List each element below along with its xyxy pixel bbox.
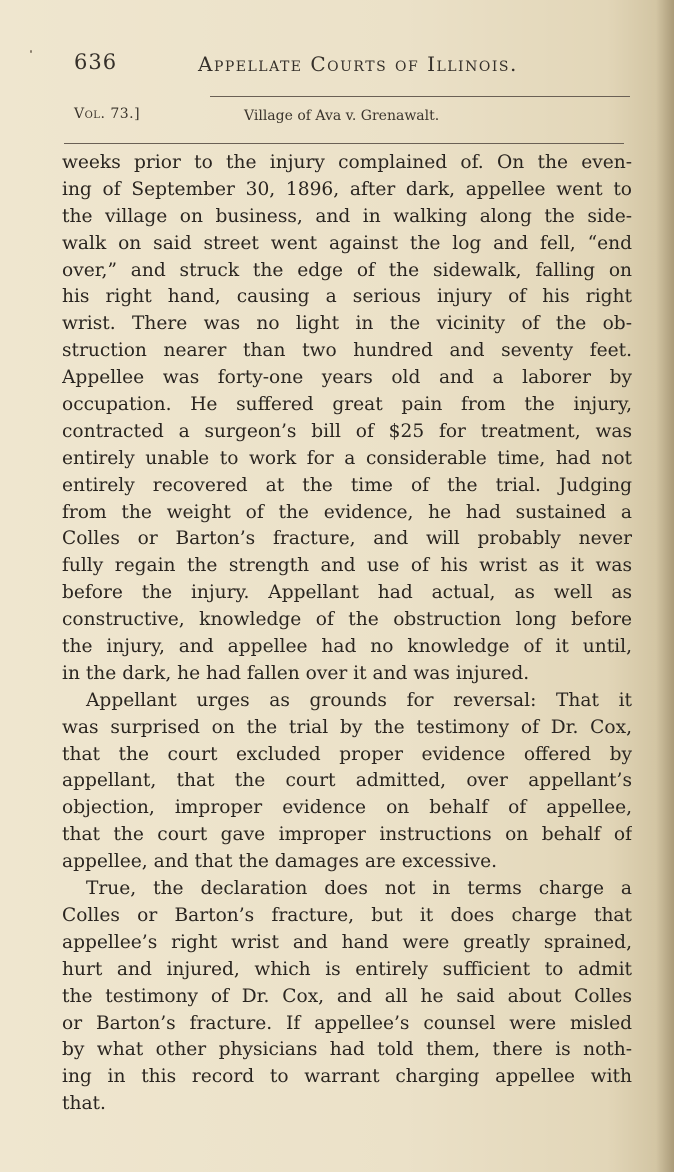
volume-label: Vol. 73.]: [74, 106, 141, 122]
text-line: weeks prior to the injury complained of. On the even-: [62, 152, 632, 173]
text-line: Colles or Barton’s fracture, and will probably never: [62, 528, 632, 550]
text-line: entirely unable to work for a considerable time, had not: [62, 447, 632, 469]
text-line: appellee, and that the damages are excessive.: [62, 851, 498, 873]
text-line: objection, improper evidence on behalf of appellee,: [62, 797, 632, 819]
text-line: True, the declaration does not in terms charge a: [86, 878, 632, 900]
text-line: that.: [62, 1093, 106, 1115]
text-line: struction nearer than two hundred and seventy feet.: [62, 340, 632, 362]
text-line: Colles or Barton’s fracture, but it does charge that: [62, 904, 632, 926]
page-header: [74, 50, 634, 84]
text-line: by what other physicians had told them, there is noth-: [62, 1039, 632, 1061]
page-blemish: [30, 50, 32, 53]
text-line: in the dark, he had fallen over it and was injured.: [62, 662, 530, 684]
text-line: the injury, and appellee had no knowledge of it until,: [62, 636, 632, 658]
text-line: wrist. There was no light in the vicinity of the ob-: [62, 313, 632, 335]
header-rule-bottom: [64, 143, 624, 144]
page-number: 636: [74, 50, 118, 74]
text-line: occupation. He suffered great pain from the injury,: [62, 394, 632, 416]
text-line: that the court excluded proper evidence offered by: [62, 743, 632, 765]
page-edge-shadow: [656, 0, 674, 1172]
running-title: Appellate Courts of Illinois.: [198, 52, 518, 76]
text-line: Appellee was forty-one years old and a laborer by: [62, 367, 632, 389]
text-line: before the injury. Appellant had actual, as well as: [62, 582, 632, 604]
text-line: that the court gave improper instructions on behalf of: [62, 824, 632, 846]
text-line: from the weight of the evidence, he had sustained a: [62, 501, 632, 523]
text-line: over,” and struck the edge of the sidewalk, falling on: [62, 259, 632, 281]
text-line: fully regain the strength and use of his wrist as it was: [62, 555, 632, 577]
case-subheader: [74, 104, 634, 130]
text-line: appellee’s right wrist and hand were greatly sprained,: [62, 931, 632, 953]
text-line: contracted a surgeon’s bill of $25 for treatment, was: [62, 420, 632, 442]
text-line: ing in this record to warrant charging appellee with: [62, 1066, 632, 1088]
text-line: appellant, that the court admitted, over appellant’s: [62, 770, 632, 792]
paragraph-1: [62, 150, 632, 688]
text-line: was surprised on the trial by the testimony of Dr. Cox,: [62, 716, 632, 738]
case-name: Village of Ava v. Grenawalt.: [244, 108, 440, 124]
text-line: constructive, knowledge of the obstruction long before: [62, 609, 632, 631]
text-line: his right hand, causing a serious injury of his right: [62, 286, 632, 308]
text-line: entirely recovered at the time of the trial. Judging: [62, 474, 632, 496]
header-rule-top: [210, 96, 630, 97]
paragraph-3: [62, 876, 632, 1118]
text-line: the village on business, and in walking along the side-: [62, 205, 632, 227]
text-line: or Barton’s fracture. If appellee’s counsel were misled: [62, 1012, 632, 1034]
text-line: walk on said street went against the log and fell, “end: [62, 232, 632, 254]
body-text: [62, 150, 632, 1118]
paragraph-2: [62, 688, 632, 876]
text-line: Appellant urges as grounds for reversal: That it: [86, 689, 632, 711]
text-line: the testimony of Dr. Cox, and all he said about Colles: [62, 985, 632, 1007]
text-line: ing of September 30, 1896, after dark, appellee went to: [62, 178, 632, 200]
text-line: hurt and injured, which is entirely sufficient to admit: [62, 958, 632, 980]
